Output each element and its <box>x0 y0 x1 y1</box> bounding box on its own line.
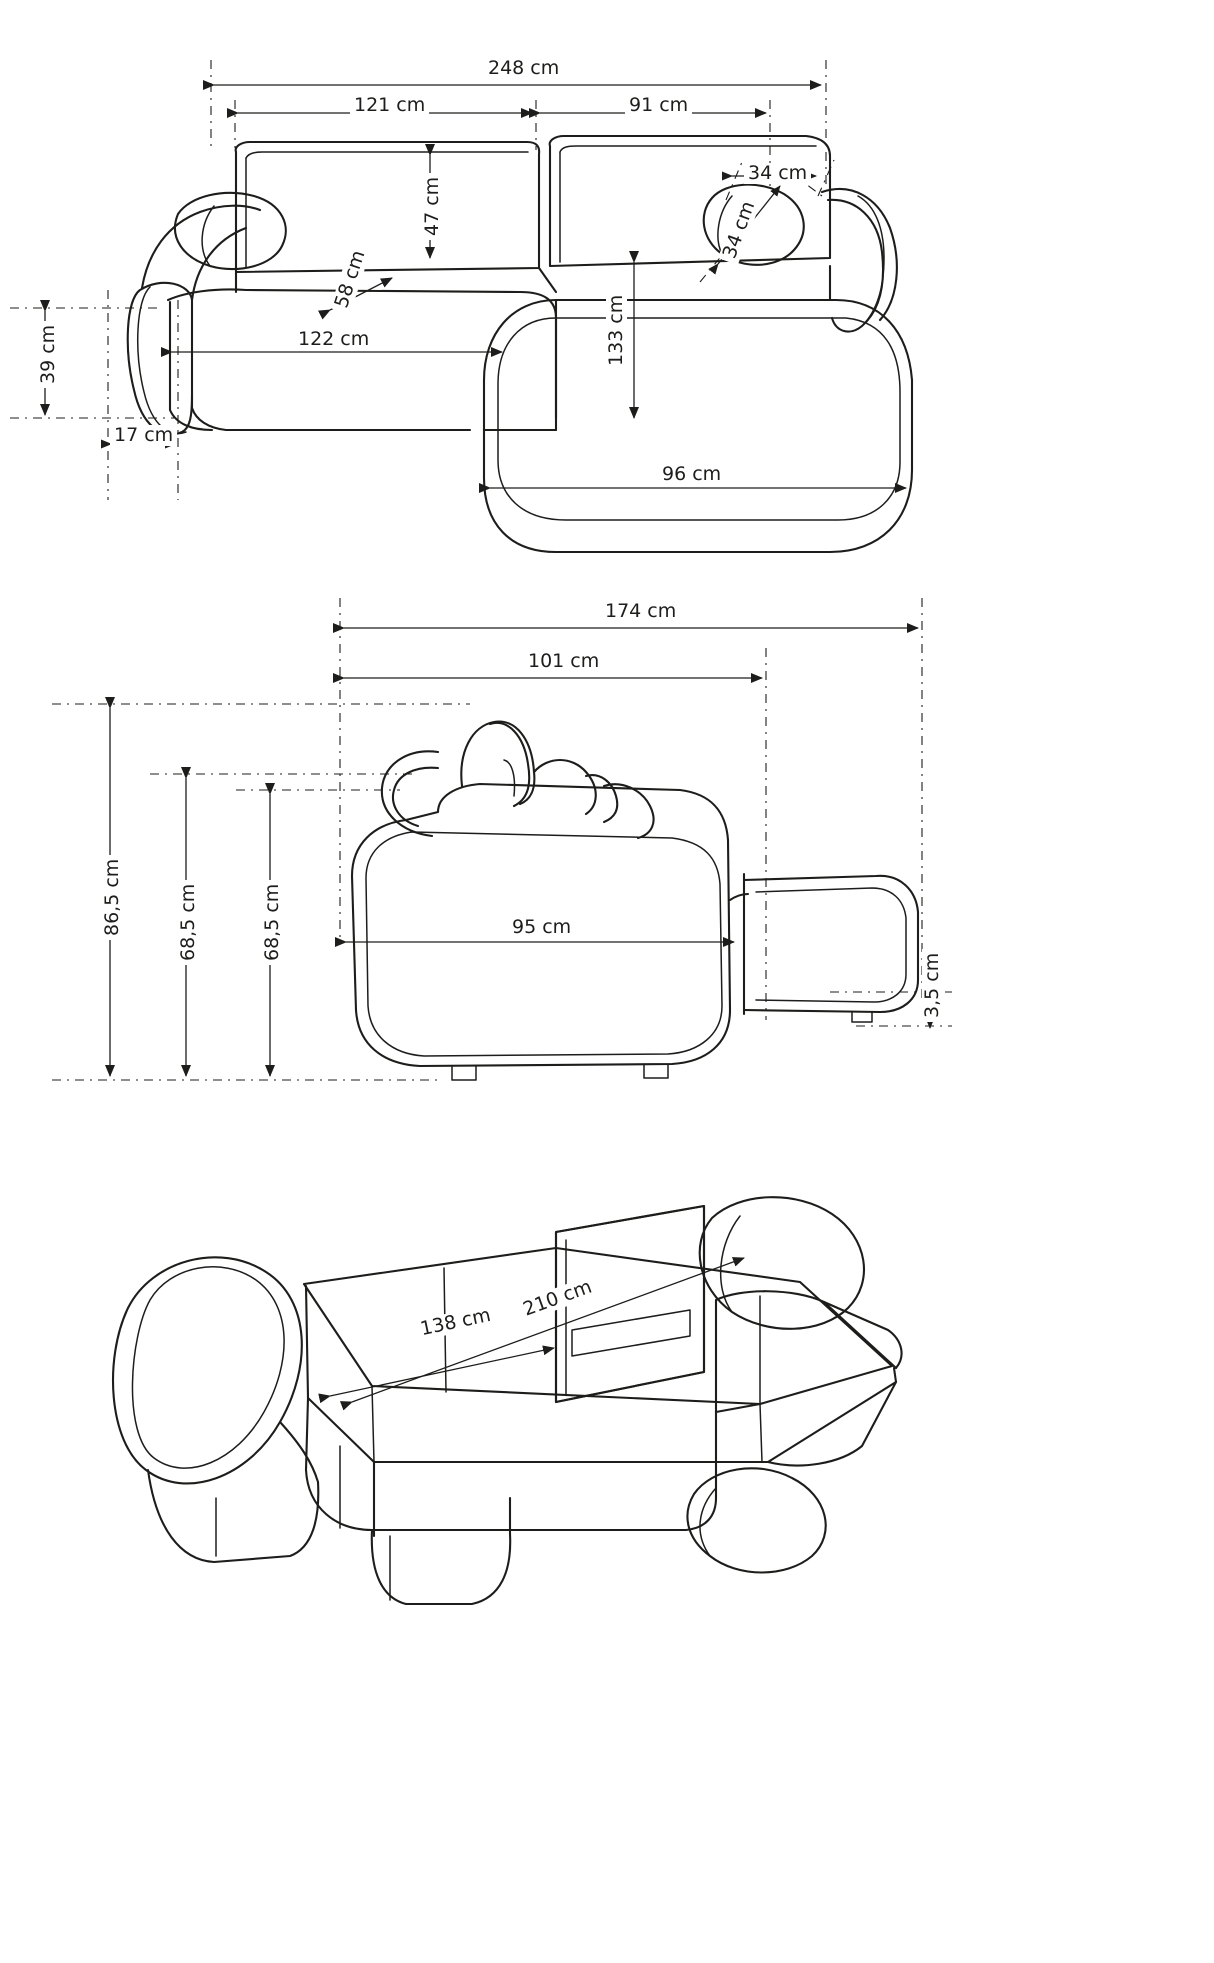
dim-label-chaise-depth: 133 cm <box>606 291 627 370</box>
dim-label-overall-width: 248 cm <box>484 58 563 79</box>
dim-label-chaise-width: 96 cm <box>658 464 725 485</box>
dim-label-armrest-cushion-height: 34 cm <box>718 195 761 265</box>
dim-label-armrest-width: 17 cm <box>110 425 177 446</box>
dim-label-sofa-depth: 101 cm <box>524 651 603 672</box>
view-front-perspective <box>10 60 912 552</box>
view-bed-open <box>113 1197 902 1604</box>
dim-label-bed-width: 138 cm <box>415 1304 497 1341</box>
dim-label-left-section-width: 121 cm <box>350 95 429 116</box>
dim-label-total-height: 86,5 cm <box>102 855 123 940</box>
sofa-outline-side <box>352 722 918 1080</box>
dim-label-seat-depth-diagonal: 58 cm <box>330 244 371 314</box>
sofa-outline-front <box>128 136 912 552</box>
dim-label-backrest-height-left: 68,5 cm <box>178 880 199 965</box>
dim-label-right-section-width: 91 cm <box>625 95 692 116</box>
dim-label-total-depth: 174 cm <box>601 601 680 622</box>
dim-label-seat-width: 122 cm <box>294 329 373 350</box>
dim-label-backrest-height-right: 68,5 cm <box>262 880 283 965</box>
dim-label-backrest-cushion-height: 47 cm <box>422 173 443 240</box>
dim-label-seat-height: 39 cm <box>38 321 59 388</box>
dim-label-armrest-cushion-width: 34 cm <box>744 163 811 184</box>
dim-label-seat-cushion-depth: 95 cm <box>508 917 575 938</box>
view-side <box>52 598 952 1080</box>
dim-label-bed-length: 210 cm <box>517 1275 599 1322</box>
dim-label-leg-clearance: 3,5 cm <box>922 949 943 1022</box>
sofa-bed-outline <box>113 1197 902 1604</box>
